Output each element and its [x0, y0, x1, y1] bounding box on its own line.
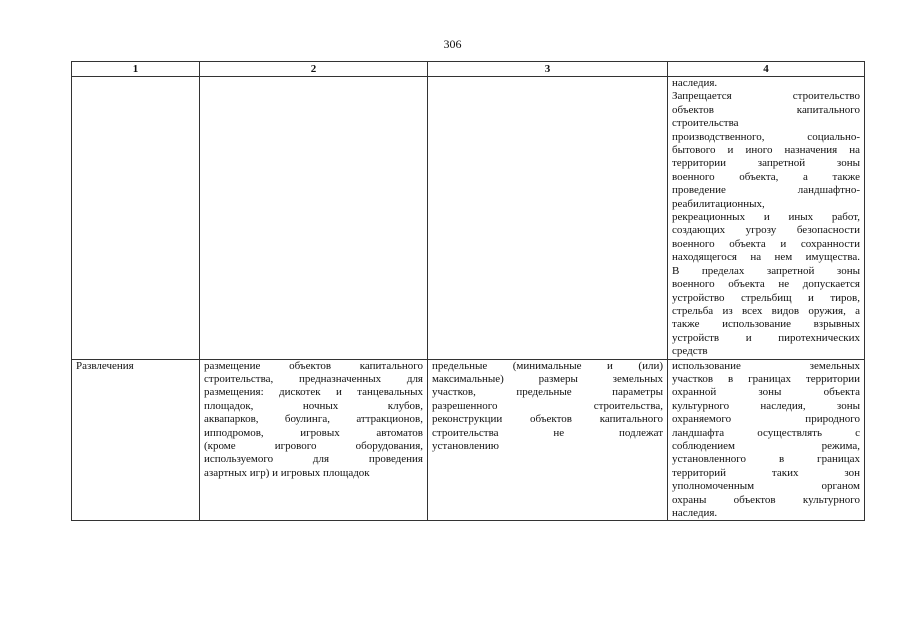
- cell-text-line: охраны объектов культурного: [672, 493, 860, 506]
- cell-text-line: также использование взрывных: [672, 318, 860, 331]
- row-1-col-4-text: [672, 77, 860, 359]
- cell-text-line: культурного наследия, зоны: [672, 399, 860, 412]
- cell-text-line: устройство стрельбищ и тиров,: [672, 291, 860, 304]
- column-header-4: 4: [668, 62, 865, 77]
- cell-text-line: разрешенного строительства,: [432, 399, 663, 412]
- cell-text-line: военного объекта не допускается: [672, 278, 860, 291]
- cell-text-line: территорий таких зон: [672, 466, 860, 479]
- cell-text-line: размещение объектов капитального: [204, 359, 423, 372]
- cell-text-line: использование земельных: [672, 359, 860, 372]
- cell-text-line: Запрещается строительство: [672, 90, 860, 103]
- cell-text-line: строительства не подлежат: [432, 426, 663, 439]
- cell-text-line: стрельба из всех видов оружия, а: [672, 304, 860, 317]
- row-1-col-3-cell: [428, 77, 668, 360]
- table-row: [72, 359, 865, 521]
- row-2-col-2-text: [204, 360, 423, 481]
- cell-text-line: используемого для проведения: [204, 453, 423, 466]
- row-2-col-3-cell: [428, 359, 668, 521]
- row-2-col-4-text: [672, 360, 860, 521]
- cell-text-line: объектов капитального: [672, 103, 860, 116]
- cell-text-line: участков, предельные параметры: [432, 386, 663, 399]
- cell-text-line: военного объекта, а также: [672, 170, 860, 183]
- cell-text-line: средств: [672, 345, 708, 358]
- cell-text-line: рекреационных и иных работ,: [672, 211, 860, 224]
- cell-text-line: площадок, ночных клубов,: [204, 399, 423, 412]
- cell-text-line: строительства, предназначенных для: [204, 372, 423, 385]
- column-header-1: 1: [72, 62, 200, 77]
- column-header-2: 2: [200, 62, 428, 77]
- cell-text-line: азартных игр) и игровых площадок: [204, 466, 370, 479]
- cell-text-line: охранной зоны объекта: [672, 386, 860, 399]
- page-number: 306: [443, 37, 462, 51]
- cell-text-line: производственного, социально-: [672, 130, 860, 143]
- cell-text-line: бытового и иного назначения на: [672, 144, 860, 157]
- cell-text-line: военного объекта и сохранности: [672, 237, 860, 250]
- cell-text-line: наследия.: [672, 77, 718, 89]
- cell-text-line: предельные (минимальные и (или): [432, 359, 663, 372]
- cell-text-line: максимальные) размеры земельных: [432, 372, 663, 385]
- header-row: [72, 62, 865, 77]
- cell-text-line: ипподромов, игровых автоматов: [204, 426, 423, 439]
- table-header: [72, 62, 865, 77]
- row-1-col-4-cell: [668, 77, 865, 360]
- cell-text-line: реконструкции объектов капитального: [432, 413, 663, 426]
- cell-text-line: участков в границах территории: [672, 372, 860, 385]
- cell-text-line: В пределах запретной зоны: [672, 264, 860, 277]
- row-2-col-4-cell: [668, 359, 865, 521]
- row-1-col-2-cell: [200, 77, 428, 360]
- row-2-col-1-cell: Развлечения: [72, 359, 200, 521]
- cell-text-line: установлению: [432, 439, 500, 452]
- cell-text-line: проведение ландшафтно-: [672, 184, 860, 197]
- cell-text-line: уполномоченным органом: [672, 480, 860, 493]
- cell-text-line: находящегося на нем имущества.: [672, 251, 860, 264]
- cell-text-line: соблюдением режима,: [672, 439, 860, 452]
- table-row: [72, 77, 865, 360]
- document-table: [71, 61, 865, 521]
- column-header-3: 3: [428, 62, 668, 77]
- cell-text-line: территории запретной зоны: [672, 157, 860, 170]
- cell-text-line: ландшафта осуществлять с: [672, 426, 860, 439]
- cell-text-line: создающих угрозу безопасности: [672, 224, 860, 237]
- cell-text-line: реабилитационных,: [672, 197, 765, 210]
- cell-text-line: аквапарков, боулинга, аттракционов,: [204, 413, 423, 426]
- cell-text-line: строительства: [672, 117, 739, 130]
- row-2-col-3-text: [432, 360, 663, 454]
- cell-text-line: наследия.: [672, 507, 718, 519]
- cell-text-line: (кроме игрового оборудования,: [204, 439, 423, 452]
- cell-text-line: установленного в границах: [672, 453, 860, 466]
- cell-text-line: размещения: дискотек и танцевальных: [204, 386, 423, 399]
- row-2-col-2-cell: [200, 359, 428, 521]
- cell-text-line: устройств и пиротехнических: [672, 331, 860, 344]
- row-1-col-1-cell: [72, 77, 200, 360]
- cell-text-line: охраняемого природного: [672, 413, 860, 426]
